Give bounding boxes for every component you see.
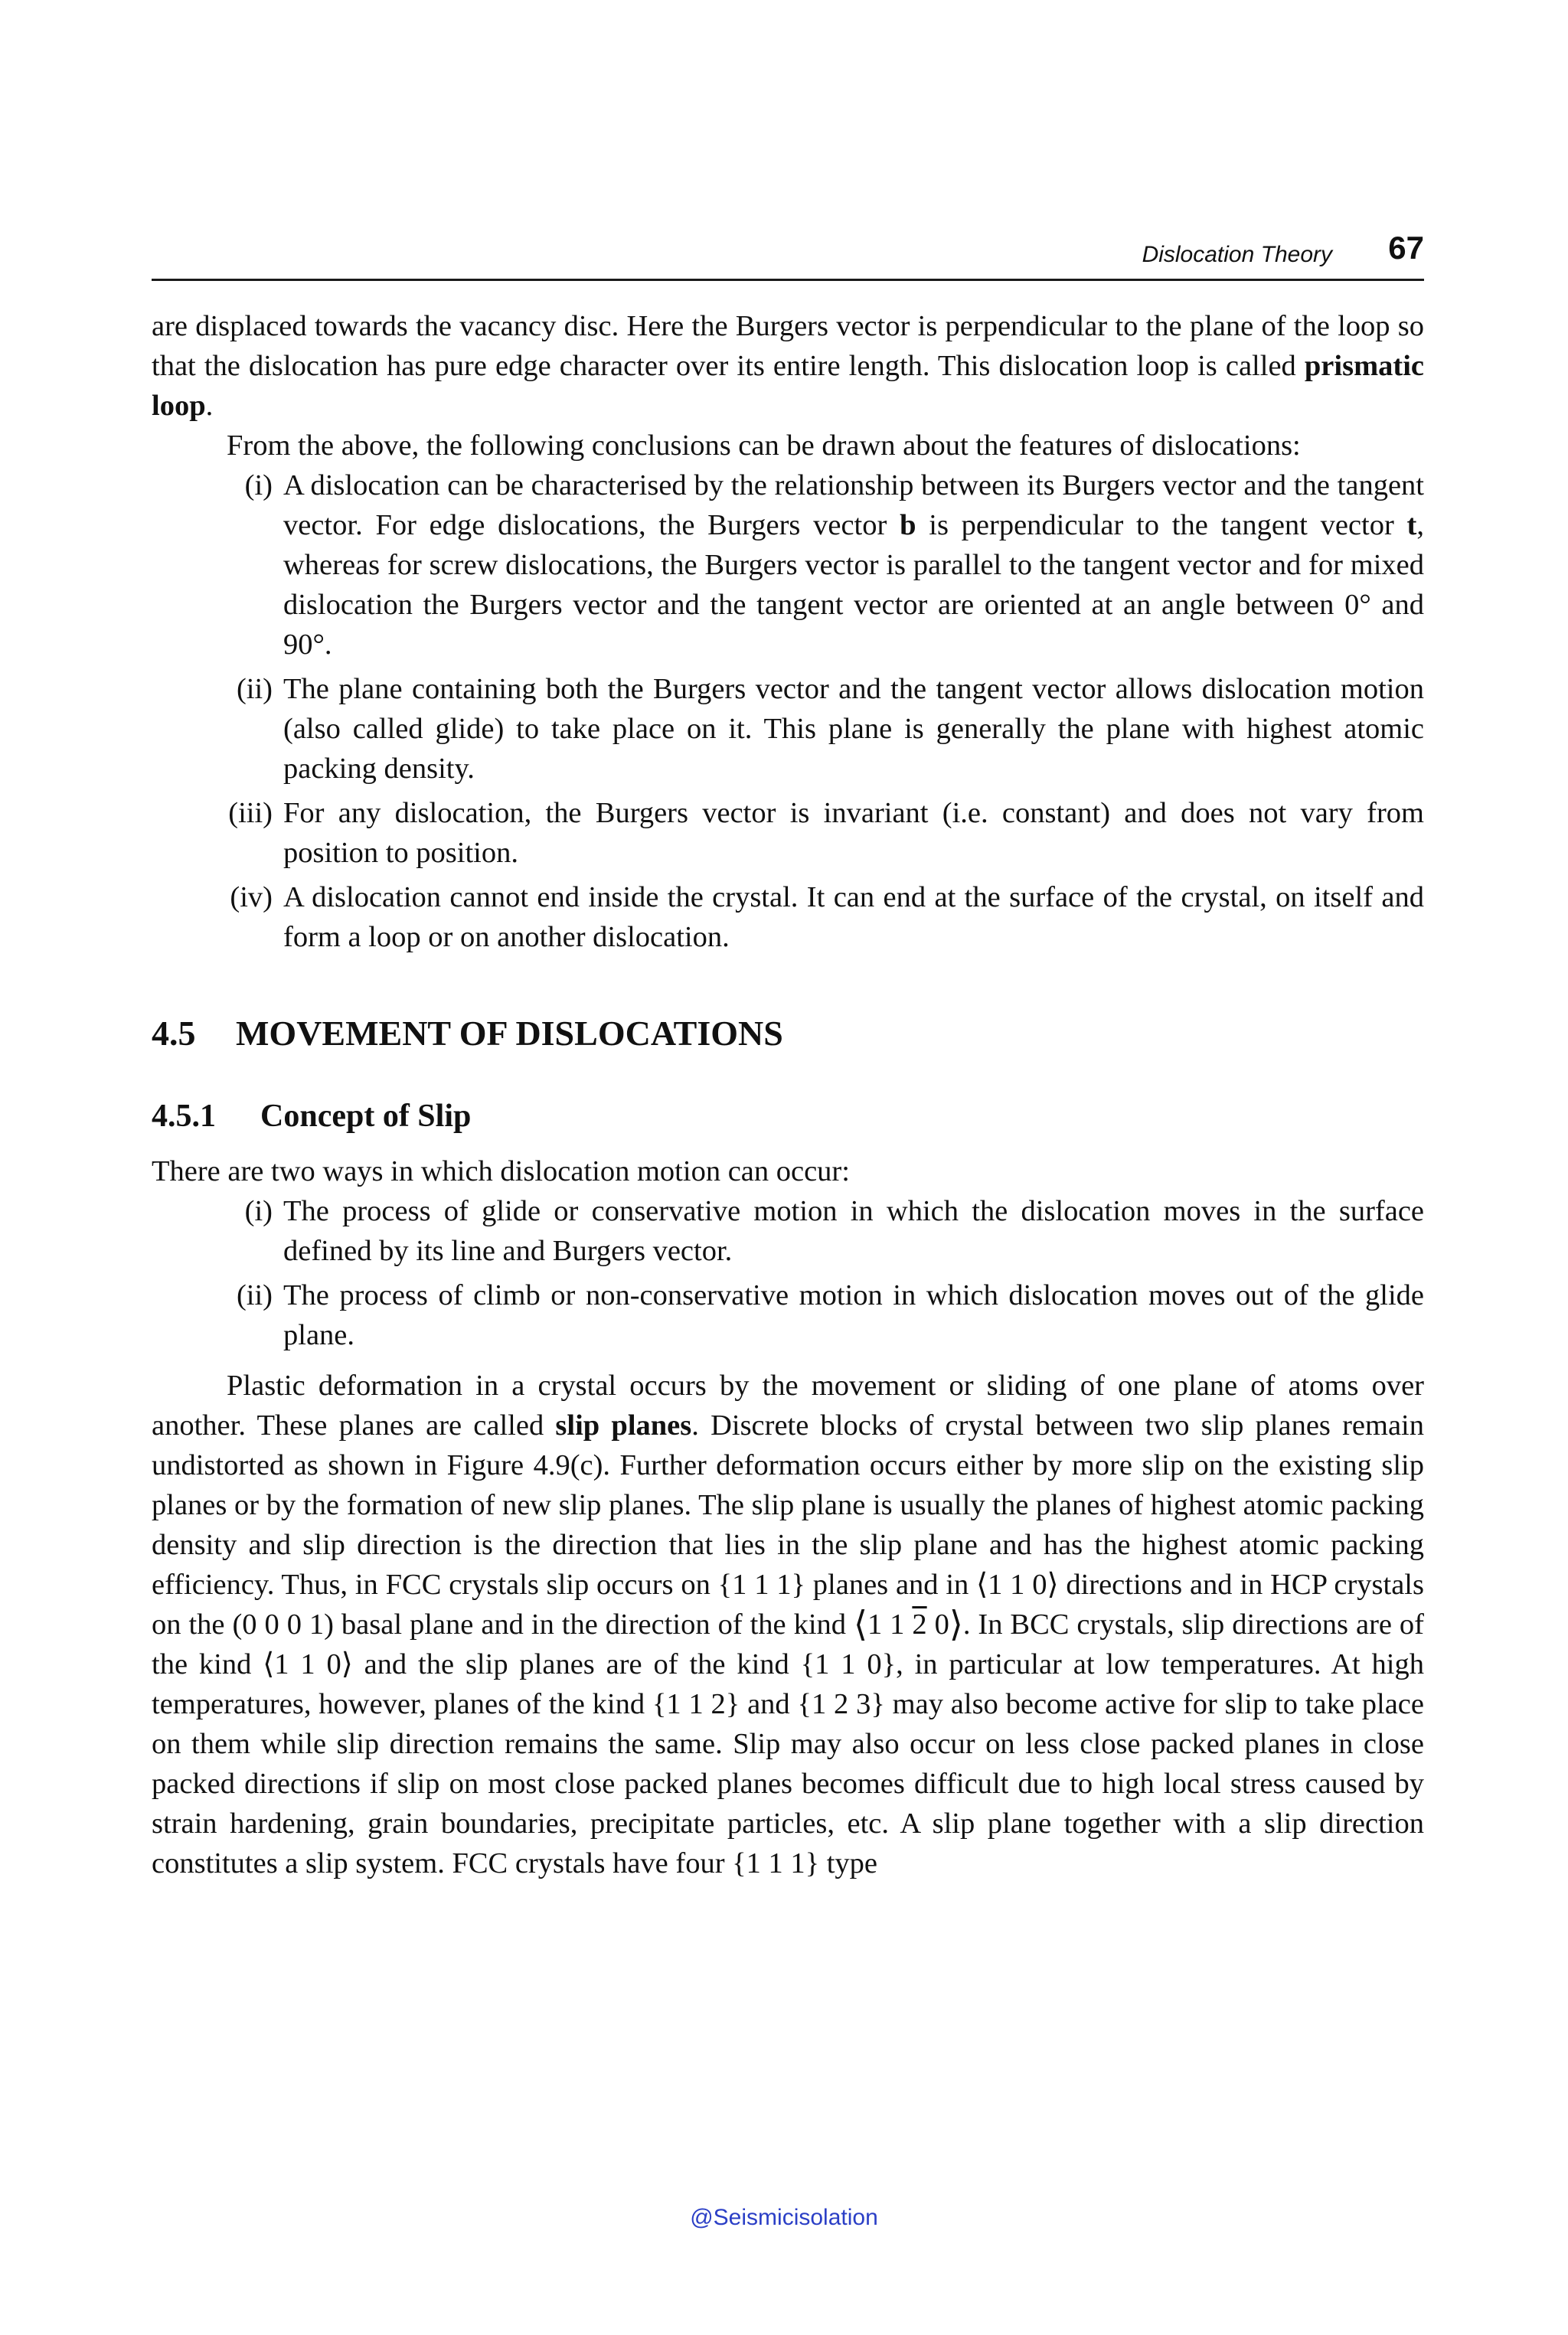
paragraph-text: . Discrete blocks of crystal between two slip planes remain undistorted as shown in Figure 4.9(c). Further deformation occurs either by more slip on the existing slip planes or by the formation of new slip planes. The slip plane is usually the planes of highest atomic packing density and slip direction is the direction that lies in the slip plane and has the highest atomic packing efficiency. Thus, in FCC crystals slip occurs on {1 1 1} planes and in ⟨1 1 0⟩ directions and in HCP crystals on the (0 0 0 1) basal plane and in the direction of the kind <box>152 1409 1424 1641</box>
page-header <box>152 230 1424 281</box>
miller-indices: 1 1 <box>867 1608 913 1641</box>
list-item-number: (i) <box>244 1195 273 1227</box>
list-item-text: , whereas for screw dislocations, the Burgers vector is parallel to the tangent vector and for mixed dislocation the Burgers vector and the tangent vector are oriented at an angle between 0° and 90°. <box>283 509 1424 661</box>
angle-bracket-open: ⟨ <box>854 1605 867 1644</box>
list-item-text: For any dislocation, the Burgers vector is invariant (i.e. constant) and does not vary from position to position. <box>283 797 1424 869</box>
paragraph-text: . In BCC crystals, slip directions are of the kind ⟨1 1 0⟩ and the slip planes are of the kind {1 1 0}, in particular at low temperatures. At high temperatures, however, planes of the kind {1 1 2} and {1 2 3} may also become active for slip to take place on them while slip direction remains the same. Slip may also occur on less close packed planes in close packed directions if slip on most close packed planes becomes difficult due to high local stress caused by strain hardening, grain boundaries, precipitate particles, etc. A slip plane together with a slip direction constitutes a slip system. FCC crystals have four {1 1 1} type <box>152 1608 1425 1879</box>
subsection-title: Concept of Slip <box>260 1099 472 1134</box>
page-body <box>152 306 1424 1883</box>
overbar-index: 2 <box>912 1608 927 1641</box>
list-item <box>152 465 1424 665</box>
miller-indices: 0 <box>926 1608 949 1641</box>
running-title: Dislocation Theory <box>1142 242 1332 267</box>
subsection-heading <box>152 1095 1424 1138</box>
list-item <box>152 793 1424 873</box>
list-item-text: The plane containing both the Burgers vector and the tangent vector allows dislocation motion (also called glide) to take place on it. This plane is generally the plane with highest atomic packing density. <box>283 673 1424 785</box>
term-prismatic-loop: prismatic loop <box>152 350 1424 422</box>
list-item-text: The process of climb or non-conservative motion in which dislocation moves out of the glide plane. <box>283 1279 1424 1351</box>
list-item-text: is perpendicular to the tangent vector <box>916 509 1407 541</box>
list-item <box>152 877 1424 957</box>
section-number: 4.5 <box>152 1014 196 1053</box>
subsection-number: 4.5.1 <box>152 1099 216 1134</box>
features-list <box>152 465 1424 957</box>
symbol-b: b <box>900 509 916 541</box>
list-item-text: The process of glide or conservative motion in which the dislocation moves in the surface defined by its line and Burgers vector. <box>283 1195 1424 1267</box>
list-item <box>152 1275 1424 1355</box>
paragraph-motion-intro: There are two ways in which dislocation motion can occur: <box>152 1155 850 1187</box>
section-heading <box>152 1011 1424 1056</box>
paragraph-end: . <box>205 390 214 422</box>
page-number: 67 <box>1388 230 1424 266</box>
symbol-t: t <box>1406 509 1417 541</box>
list-item-number: (iii) <box>228 797 273 829</box>
motion-list <box>152 1191 1424 1355</box>
paragraph-plastic-deformation <box>152 1366 1424 1883</box>
list-item-number: (ii) <box>236 673 273 705</box>
list-item <box>152 669 1424 789</box>
paragraph-prismatic-loop <box>152 306 1424 426</box>
paragraph-text: are displaced towards the vacancy disc. Here the Burgers vector is perpendicular to the plane of the loop so that the dislocation has pure edge character over its entire length. This dislocation loop is called <box>152 310 1424 382</box>
watermark: @Seismicisolation <box>690 2205 878 2230</box>
list-item-number: (ii) <box>236 1279 273 1311</box>
list-item-number: (iv) <box>230 881 273 913</box>
list-item <box>152 1191 1424 1271</box>
term-slip-planes: slip planes <box>555 1409 692 1442</box>
angle-bracket-close: ⟩ <box>949 1605 963 1644</box>
list-item-text: A dislocation cannot end inside the crystal. It can end at the surface of the crystal, on itself and form a loop or on another dislocation. <box>283 881 1424 953</box>
miller-direction <box>854 1605 963 1644</box>
list-item-text: A dislocation can be characterised by the relationship between its Burgers vector and the tangent vector. For edge dislocations, the Burgers vector <box>283 469 1424 541</box>
paragraph-conclusions: From the above, the following conclusions can be drawn about the features of dislocations: <box>227 429 1301 462</box>
section-title: MOVEMENT OF DISLOCATIONS <box>236 1014 783 1053</box>
list-item-number: (i) <box>244 469 273 501</box>
paragraph-text: Plastic deformation in a crystal occurs by the movement or sliding of one plane of atoms over another. These planes are called <box>152 1370 1424 1442</box>
